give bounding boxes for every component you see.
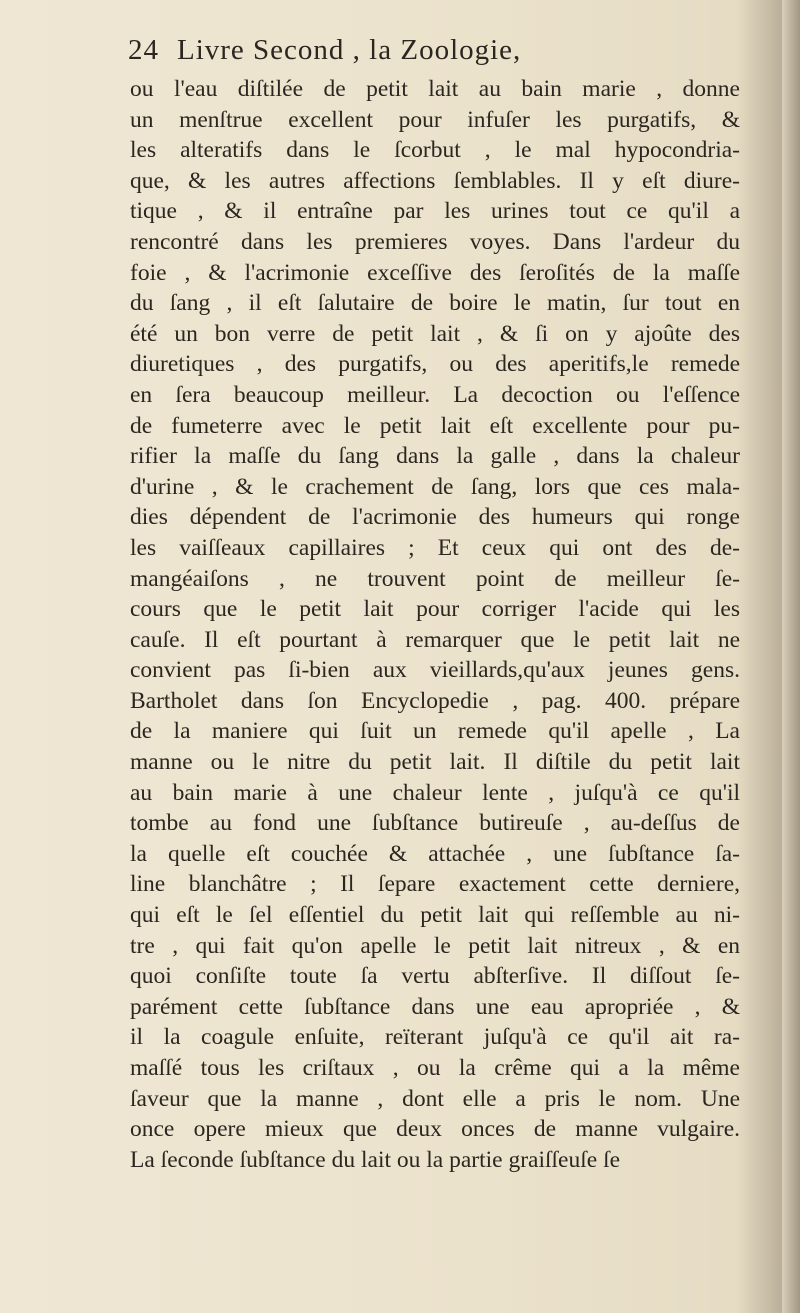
text-line: du ſang , il eſt ſalutaire de boire le matin, ſur tout en	[130, 290, 740, 317]
text-line: rifier la maſſe du ſang dans la galle , dans la chaleur	[130, 443, 740, 470]
running-header	[128, 34, 768, 74]
text-line: maſſé tous les criſtaux , ou la crême qui a la même	[130, 1055, 740, 1081]
text-line: d'urine , & le crachement de ſang, lors que ces mala-	[130, 473, 740, 500]
text-line: ſaveur que la manne , dont elle a pris le nom. Une	[130, 1085, 740, 1112]
text-line: de fumeterre avec le petit lait eſt excellente pour pu-	[130, 412, 740, 439]
text-line: rencontré dans les premieres voyes. Dans l'ardeur du	[130, 228, 740, 255]
text-line: qui eſt le ſel eſſentiel du petit lait qui reſſemble au ni-	[130, 902, 740, 929]
text-line: quoi conſiſte toute ſa vertu abſterſive. Il diſſout ſe-	[130, 963, 740, 990]
text-line: en ſera beaucoup meilleur. La decoction ou l'eſſence	[130, 381, 740, 408]
text-line: que, & les autres affections ſemblables. Il y eſt diure-	[130, 167, 740, 194]
text-line: il la coagule enſuite, reïterant juſqu'à ce qu'il ait ra-	[130, 1024, 740, 1051]
text-line: un menſtrue excellent pour infuſer les purgatifs, &	[130, 106, 740, 133]
text-line: tre , qui fait qu'on apelle le petit lait nitreux , & en	[130, 932, 740, 959]
text-line: line blanchâtre ; Il ſepare exactement cette derniere,	[130, 871, 740, 898]
text-line: tique , & il entraîne par les urines tout ce qu'il a	[130, 198, 740, 225]
text-line: tombe au fond une ſubſtance butireuſe , au-deſſus de	[130, 810, 740, 837]
body-text	[130, 74, 740, 1175]
text-line: convient pas ſi-bien aux vieillards,qu'aux jeunes gens.	[130, 657, 740, 684]
text-line: parément cette ſubſtance dans une eau apropriée , &	[130, 993, 740, 1020]
text-line: cauſe. Il eſt pourtant à remarquer que le petit lait ne	[130, 626, 740, 653]
text-line: les vaiſſeaux capillaires ; Et ceux qui ont des de-	[130, 534, 740, 561]
text-line: de la maniere qui ſuit un remede qu'il apelle , La	[130, 718, 740, 745]
text-line: foie , & l'acrimonie exceſſive des ſeroſités de la maſſe	[130, 259, 740, 286]
text-line: diuretiques , des purgatifs, ou des aperitifs,le remede	[130, 351, 740, 378]
text-line: mangéaiſons , ne trouvent point de meilleur ſe-	[130, 565, 740, 592]
text-line: Bartholet dans ſon Encyclopedie , pag. 400. prépare	[130, 687, 740, 714]
page-edge	[782, 0, 800, 1313]
text-line: cours que le petit lait pour corriger l'acide qui les	[130, 596, 740, 623]
text-line: la quelle eſt couchée & attachée , une ſubſtance ſa-	[130, 840, 740, 867]
text-line: été un bon verre de petit lait , & ſi on y ajoûte des	[130, 320, 740, 347]
text-line: once opere mieux que deux onces de manne vulgaire.	[130, 1116, 740, 1143]
text-line: au bain marie à une chaleur lente , juſqu'à ce qu'il	[130, 779, 740, 806]
page-number: 24	[128, 34, 159, 66]
text-line: manne ou le nitre du petit lait. Il diſtile du petit lait	[130, 749, 740, 776]
running-title: Livre Second , la Zoologie,	[177, 34, 522, 66]
text-line: les alteratifs dans le ſcorbut , le mal hypocondria-	[130, 137, 740, 164]
text-line: ou l'eau diſtilée de petit lait au bain marie , donne	[130, 76, 740, 102]
text-line: La ſeconde ſubſtance du lait ou la partie graiſſeuſe ſe	[130, 1146, 621, 1173]
text-line: dies dépendent de l'acrimonie des humeurs qui ronge	[130, 504, 740, 531]
